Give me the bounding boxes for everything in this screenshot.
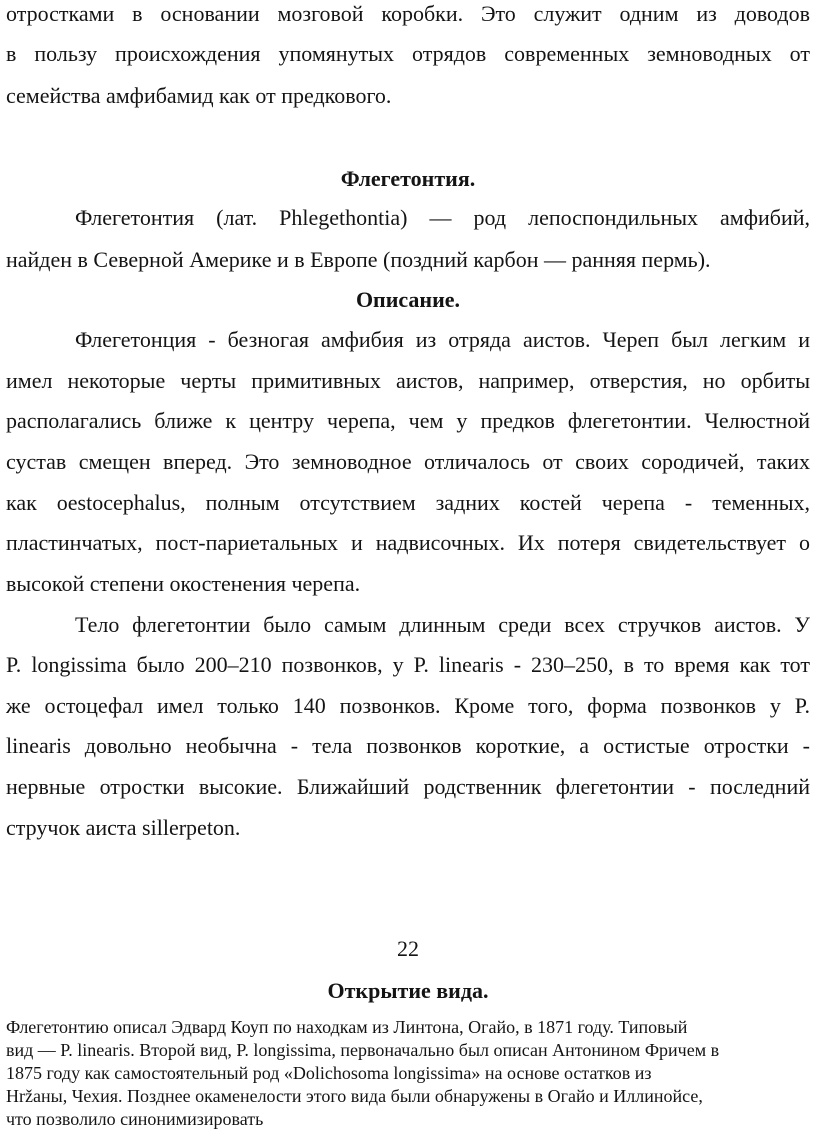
paragraph-line: нервные отростки высокие. Ближайший родственник флегетонтии - последний — [6, 774, 810, 799]
section-heading-description: Описание. — [355, 287, 461, 312]
paragraph-line: высокой степени окостенения черепа. — [6, 571, 361, 596]
paragraph-line: Флегетонтия (лат. Phlegethontia) — род лепоспондильных амфибий, — [75, 205, 810, 230]
paragraph-line: имел некоторые черты примитивных аистов, например, отверстия, но орбиты — [6, 368, 810, 393]
paragraph-line: как oestocephalus, полным отсутствием задних костей черепа - теменных, — [6, 490, 810, 515]
paragraph-line: найден в Северной Америке и в Европе (поздний карбон — ранняя пермь). — [6, 247, 711, 272]
intro-line: отростками в основании мозговой коробки. Это служит одним из доводов — [6, 1, 810, 26]
paragraph-line: linearis довольно необычна - тела позвонков короткие, а остистые отростки - — [6, 733, 810, 758]
paragraph-line: стручок аиста sillerpeton. — [6, 815, 241, 840]
discovery-line: Нržаны, Чехия. Позднее окаменелости этого вида были обнаружены в Огайо и Иллинойсе, — [6, 1086, 703, 1106]
section-heading-phlegethontia: Флегетонтия. — [340, 166, 476, 191]
paragraph-line: пластинчатых, пост-париетальных и надвисочных. Их потеря свидетельствует о — [6, 530, 810, 555]
discovery-line: Флегетонтию описал Эдвард Коуп по находкам из Линтона, Огайо, в 1871 году. Типовый — [6, 1017, 688, 1037]
paragraph-line: располагались ближе к центру черепа, чем у предков флегетонтии. Челюстной — [6, 408, 810, 433]
paragraph-line: Тело флегетонтии было самым длинным среди всех стручков аистов. У — [75, 612, 810, 637]
page-number: 22 — [397, 936, 419, 961]
discovery-line: 1875 году как самостоятельный род «Dolichosoma longissima» на основе остатков из — [6, 1063, 652, 1083]
intro-line: в пользу происхождения упомянутых отрядов современных земноводных от — [6, 41, 810, 66]
paragraph-line: Флегетонция - безногая амфибия из отряда аистов. Череп был легким и — [75, 327, 810, 352]
paragraph-line: сустав смещен вперед. Это земноводное отличалось от своих сородичей, таких — [6, 449, 810, 474]
discovery-line: вид — P. linearis. Второй вид, P. longissima, первоначально был описан Антонином Фричем в — [6, 1040, 720, 1060]
intro-line: семейства амфибамид как от предкового. — [6, 83, 392, 108]
section-heading-discovery: Открытие вида. — [327, 978, 489, 1003]
discovery-line: что позволило синонимизировать — [6, 1109, 264, 1129]
paragraph-line: же остоцефал имел только 140 позвонков. Кроме того, форма позвонков у P. — [6, 693, 810, 718]
paragraph-line: P. longissima было 200–210 позвонков, у P. linearis - 230–250, в то время как тот — [6, 652, 810, 677]
